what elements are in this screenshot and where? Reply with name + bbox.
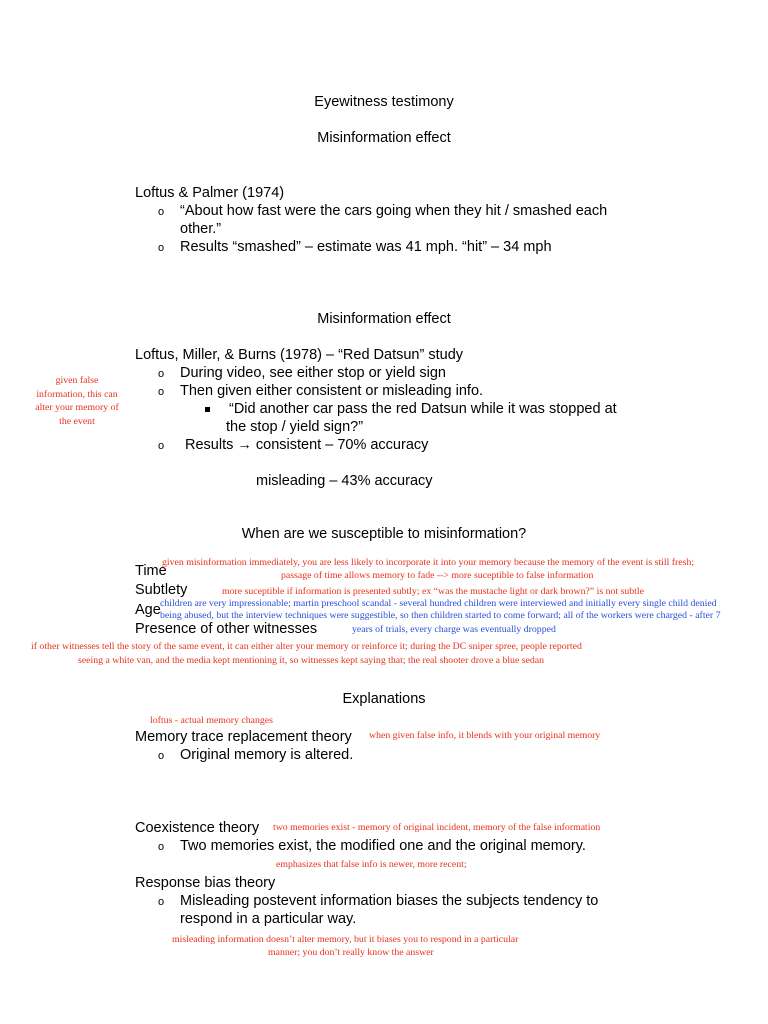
bullet-glyph: o <box>158 750 165 762</box>
factor-time: Time <box>135 563 167 579</box>
theory-response-bias-line2: respond in a particular way. <box>180 911 357 927</box>
note-witnesses-1: if other witnesses tell the story of the same event, it can either alter your memory or reinforce it; during the DC sniper spree, people reported <box>31 641 582 652</box>
section2-study: Loftus, Miller, & Burns (1978) – “Red Datsun” study <box>135 347 464 363</box>
theory-memory-trace-bullet: Original memory is altered. <box>180 747 354 763</box>
theory-response-bias-line1: Misleading postevent information biases the subjects tendency to <box>180 893 599 909</box>
margin-note <box>24 374 130 428</box>
note-time-2: passage of time allows memory to fade --> more suceptible to false information <box>281 570 594 581</box>
section1-bullet1-line2: other.” <box>180 221 222 237</box>
note-subtlety: more suceptible if information is presented subtly; ex “was the mustache light or dark brown?” is not subtle <box>222 586 644 597</box>
theory-memory-trace: Memory trace replacement theory <box>135 729 352 745</box>
margin-note-line: information, this can <box>36 388 118 400</box>
margin-note-line: alter your memory of <box>35 402 119 413</box>
bullet-glyph: o <box>158 841 165 853</box>
section2-misleading: misleading – 43% accuracy <box>256 473 433 489</box>
note-recent: emphasizes that false info is newer, more recent; <box>276 859 467 870</box>
section4-heading: Explanations <box>342 691 426 707</box>
note-response-bias-2: manner; you don’t really know the answer <box>268 947 434 958</box>
section3-heading: When are we susceptible to misinformation? <box>241 526 527 542</box>
bullet-glyph: o <box>158 440 165 452</box>
theory-response-bias: Response bias theory <box>135 875 276 891</box>
section2-sub-line1: “Did another car pass the red Datsun while it was stopped at <box>229 401 617 417</box>
note-witnesses-2: seeing a white van, and the media kept mentioning it, so witnesses kept saying that; the real shooter drove a blue sedan <box>78 655 545 666</box>
margin-note-line: the event <box>59 415 95 427</box>
margin-note-line: given false <box>55 375 99 386</box>
section1-study: Loftus & Palmer (1974) <box>135 185 285 201</box>
note-age-3: years of trials, every charge was eventually dropped <box>352 624 556 635</box>
note-age-2: being abused, but the interview techniques were suggestible, so then children started to come forward; all of the workers were charged - after 7 <box>160 610 721 621</box>
doc-title: Eyewitness testimony <box>314 94 454 110</box>
theory-coexistence-bullet: Two memories exist, the modified one and the original memory. <box>180 838 586 854</box>
section2-bullet2: Then given either consistent or misleading info. <box>180 383 484 399</box>
note-time: given misinformation immediately, you are less likely to incorporate it into your memory because the memory of the event is still fresh; <box>162 557 695 568</box>
bullet-glyph: o <box>158 206 165 218</box>
bullet-glyph: o <box>158 368 165 380</box>
factor-subtlety: Subtlety <box>135 582 188 598</box>
section2-sub-line2: the stop / yield sign?” <box>226 419 364 435</box>
theory-coexistence: Coexistence theory <box>135 820 260 836</box>
section1-heading: Misinformation effect <box>317 130 451 146</box>
bullet-glyph: o <box>158 896 165 908</box>
factor-witnesses: Presence of other witnesses <box>135 621 318 637</box>
note-response-bias-1: misleading information doesn’t alter memory, but it biases you to respond in a particular <box>172 934 519 945</box>
square-bullet-icon <box>205 407 210 412</box>
section2-bullet1: During video, see either stop or yield sign <box>180 365 446 381</box>
bullet-glyph: o <box>158 242 165 254</box>
note-age-1: children are very impressionable; martin preschool scandal - several hundred children were interviewed and initially every single child denied <box>160 598 717 609</box>
section2-heading: Misinformation effect <box>317 311 451 327</box>
note-loftus: loftus - actual memory changes <box>150 715 273 726</box>
section1-bullet2: Results “smashed” – estimate was 41 mph. “hit” – 34 mph <box>180 239 552 255</box>
bullet-glyph: o <box>158 386 165 398</box>
section2-bullet3: Results → consistent – 70% accuracy <box>185 437 429 453</box>
note-coexistence: two memories exist - memory of original incident, memory of the false information <box>273 822 601 833</box>
section1-bullet1-line1: “About how fast were the cars going when they hit / smashed each <box>180 203 608 219</box>
factor-age: Age <box>135 602 161 618</box>
note-memory-trace: when given false info, it blends with your original memory <box>369 730 601 741</box>
